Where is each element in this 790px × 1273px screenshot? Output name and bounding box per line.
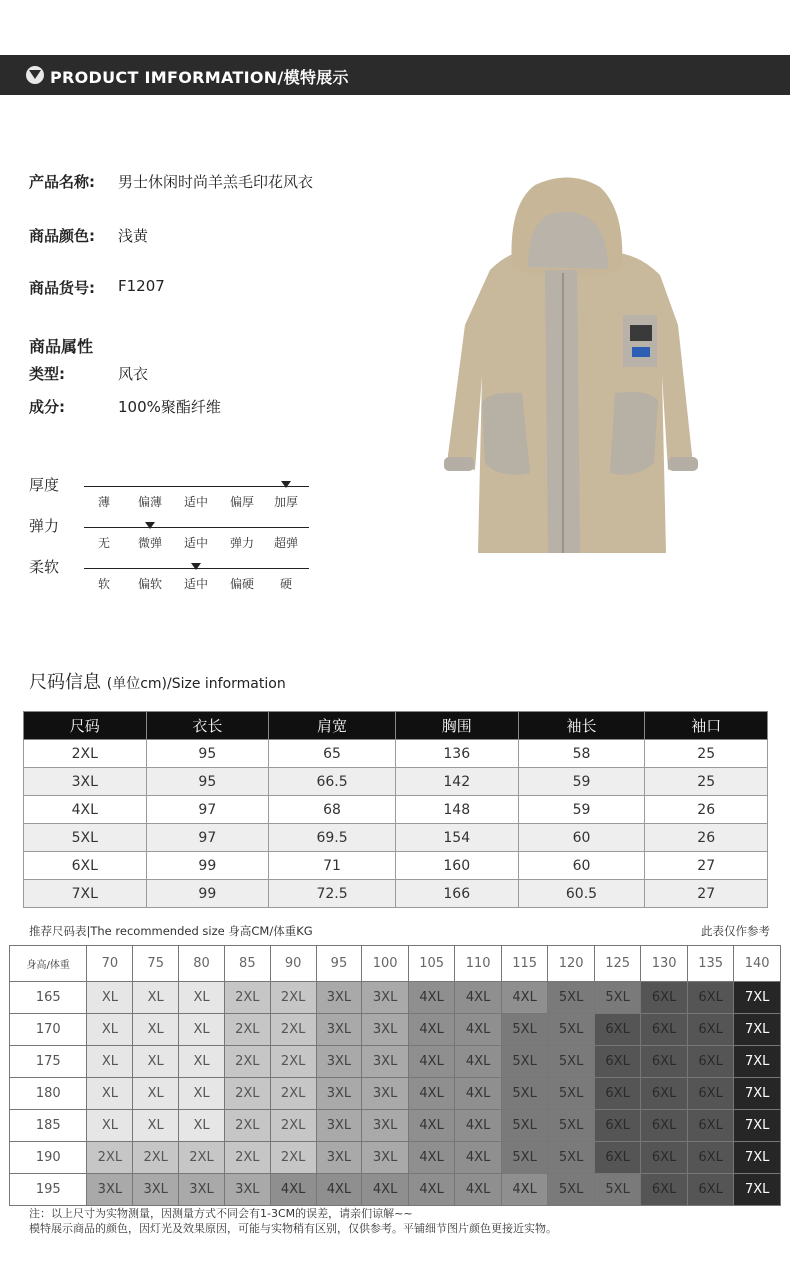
recommend-size-cell: 6XL [641, 1142, 688, 1174]
scale-label: 柔软 [29, 558, 60, 576]
scale-marker [145, 522, 155, 529]
recommend-size-cell: 4XL [408, 982, 455, 1014]
product-color-row [29, 225, 149, 246]
footnotes [29, 1206, 557, 1236]
section-banner [0, 55, 790, 95]
table-row [10, 1014, 781, 1046]
recommend-size-cell: 5XL [501, 1078, 548, 1110]
material-label: 成分: [29, 398, 65, 416]
size-cell: 97 [146, 796, 269, 824]
size-cell: 7XL [24, 880, 147, 908]
recommend-size-cell: 2XL [179, 1142, 225, 1174]
recommend-size-cell: 3XL [316, 982, 362, 1014]
scale-option: 适中 [183, 495, 208, 509]
recommend-size-cell: 2XL [270, 1046, 316, 1078]
banner-title: PRODUCT IMFORMATION/模特展示 [50, 68, 349, 87]
recommend-size-cell: XL [133, 982, 179, 1014]
material-row [29, 396, 221, 417]
size-cell: 59 [518, 768, 645, 796]
weight-header-cell: 125 [594, 946, 641, 982]
weight-header-cell: 85 [224, 946, 270, 982]
size-cell: 60 [518, 824, 645, 852]
recommend-size-cell: 2XL [270, 1078, 316, 1110]
scale-option: 软 [97, 577, 110, 591]
recommend-size-cell: 4XL [455, 1014, 502, 1046]
recommend-size-cell: 6XL [594, 1078, 641, 1110]
recommend-size-cell: 2XL [224, 982, 270, 1014]
recommend-size-cell: 3XL [87, 1174, 133, 1206]
recommend-size-cell: 2XL [224, 1110, 270, 1142]
scale-option: 适中 [183, 577, 208, 591]
scale-option: 弹力 [229, 536, 254, 550]
recommend-size-cell: 3XL [362, 1110, 409, 1142]
recommend-size-cell: 4XL [455, 1174, 502, 1206]
size-cell: 6XL [24, 852, 147, 880]
weight-header-cell: 140 [734, 946, 781, 982]
scale-option: 偏薄 [137, 495, 162, 509]
recommend-size-cell: XL [87, 1078, 133, 1110]
table-row [10, 1046, 781, 1078]
scale-option: 薄 [97, 495, 110, 509]
recommend-size-cell: 5XL [501, 1014, 548, 1046]
size-cell: 26 [645, 796, 768, 824]
recommend-size-cell: 2XL [87, 1142, 133, 1174]
size-header-cell: 袖口 [645, 712, 768, 740]
size-cell: 68 [269, 796, 396, 824]
size-cell: 71 [269, 852, 396, 880]
recommend-size-cell: XL [179, 1110, 225, 1142]
size-info-heading: 尺码信息 [29, 672, 101, 693]
weight-header-cell: 70 [87, 946, 133, 982]
chevron-down-icon [26, 66, 44, 84]
recommend-size-cell: 7XL [734, 1078, 781, 1110]
size-cell: 72.5 [269, 880, 396, 908]
recommend-size-cell: 7XL [734, 1110, 781, 1142]
recommend-size-cell: 6XL [594, 1046, 641, 1078]
table-row [24, 880, 768, 908]
recommend-size-cell: 4XL [455, 1078, 502, 1110]
recommend-size-cell: 3XL [362, 1142, 409, 1174]
recommend-size-cell: 2XL [224, 1078, 270, 1110]
recommend-size-cell: 3XL [133, 1174, 179, 1206]
footnote-1: 注：以上尺寸为实物测量，因测量方式不同会有1-3CM的误差，请亲们谅解~~ [29, 1207, 413, 1220]
weight-header-cell: 120 [548, 946, 595, 982]
recommend-size-cell: 3XL [362, 1046, 409, 1078]
footnote-2: 模特展示商品的颜色，因灯光及效果原因，可能与实物稍有区别，仅供参考。平铺细节图片颜色更接近实物。 [29, 1222, 557, 1235]
recommend-size-cell: 3XL [362, 1078, 409, 1110]
recommend-size-cell: 4XL [455, 982, 502, 1014]
recommend-size-cell: 6XL [687, 1110, 734, 1142]
scale-option: 微弹 [137, 536, 162, 550]
weight-header-cell: 80 [179, 946, 225, 982]
product-color-label: 商品颜色: [29, 227, 95, 245]
recommend-size-cell: 4XL [408, 1078, 455, 1110]
table-row [10, 1110, 781, 1142]
weight-header-cell: 130 [641, 946, 688, 982]
recommend-size-cell: 4XL [501, 1174, 548, 1206]
type-value: 风衣 [118, 365, 149, 383]
scale-marker [191, 563, 201, 570]
recommend-size-cell: XL [179, 1078, 225, 1110]
weight-header-cell: 110 [455, 946, 502, 982]
size-cell: 99 [146, 880, 269, 908]
recommend-size-cell: 2XL [270, 1014, 316, 1046]
scale-option: 超弹 [273, 536, 298, 550]
size-cell: 65 [269, 740, 396, 768]
recommend-size-cell: 3XL [362, 982, 409, 1014]
recommend-size-cell: XL [133, 1014, 179, 1046]
recommend-size-cell: 3XL [316, 1046, 362, 1078]
type-row [29, 363, 149, 384]
recommend-size-cell: 6XL [687, 1046, 734, 1078]
weight-header-cell: 135 [687, 946, 734, 982]
recommend-size-cell: 5XL [501, 1110, 548, 1142]
recommend-size-cell: 4XL [408, 1014, 455, 1046]
size-cell: 136 [395, 740, 518, 768]
weight-header-cell: 105 [408, 946, 455, 982]
recommend-size-cell: 5XL [548, 982, 595, 1014]
weight-header-cell: 95 [316, 946, 362, 982]
recommend-size-cell: 6XL [594, 1142, 641, 1174]
recommend-size-cell: XL [87, 982, 133, 1014]
recommend-size-cell: 2XL [224, 1014, 270, 1046]
recommend-size-cell: 3XL [316, 1014, 362, 1046]
recommend-size-cell: 4XL [455, 1110, 502, 1142]
recommend-size-cell: 2XL [224, 1142, 270, 1174]
size-cell: 26 [645, 824, 768, 852]
recommend-size-cell: 6XL [594, 1110, 641, 1142]
recommend-size-cell: 5XL [548, 1014, 595, 1046]
size-info-title [29, 668, 286, 694]
size-cell: 60 [518, 852, 645, 880]
recommend-size-cell: XL [133, 1110, 179, 1142]
recommend-size-cell: 4XL [408, 1174, 455, 1206]
recommend-size-cell: 2XL [224, 1046, 270, 1078]
recommend-size-cell: 3XL [362, 1014, 409, 1046]
scale-option: 偏软 [137, 577, 162, 591]
size-header-cell: 胸围 [395, 712, 518, 740]
recommend-size-cell: XL [87, 1110, 133, 1142]
recommend-table [9, 945, 781, 1206]
scale-option: 加厚 [273, 495, 298, 509]
product-name-label: 产品名称: [29, 173, 95, 191]
table-row [24, 740, 768, 768]
size-table [23, 711, 768, 908]
scale-option: 适中 [183, 536, 208, 550]
scale-marker [281, 481, 291, 488]
recommend-size-cell: 5XL [501, 1142, 548, 1174]
recommend-size-cell: 4XL [408, 1046, 455, 1078]
recommend-size-cell: 3XL [224, 1174, 270, 1206]
recommend-title: 推荐尺码表|The recommended size 身高CM/体重KG [29, 924, 313, 938]
recommend-table-header [10, 946, 781, 982]
recommend-size-cell: 7XL [734, 1174, 781, 1206]
recommend-size-cell: 4XL [501, 982, 548, 1014]
recommend-size-cell: 6XL [687, 1142, 734, 1174]
recommend-size-cell: XL [179, 1014, 225, 1046]
recommend-size-cell: 5XL [548, 1046, 595, 1078]
recommend-size-cell: 6XL [641, 1110, 688, 1142]
size-cell: 160 [395, 852, 518, 880]
recommend-size-cell: 5XL [548, 1142, 595, 1174]
recommend-size-cell: 5XL [501, 1046, 548, 1078]
scale-line [84, 527, 309, 528]
attributes-title: 商品属性 [29, 337, 94, 356]
weight-header-cell: 75 [133, 946, 179, 982]
recommend-size-cell: 5XL [548, 1174, 595, 1206]
height-cell: 185 [10, 1110, 87, 1142]
size-cell: 3XL [24, 768, 147, 796]
recommend-size-cell: XL [87, 1014, 133, 1046]
corner-cell: 身高/体重 [10, 946, 87, 982]
size-cell: 95 [146, 768, 269, 796]
recommend-size-cell: XL [133, 1046, 179, 1078]
size-cell: 25 [645, 740, 768, 768]
recommend-size-cell: 6XL [641, 1014, 688, 1046]
recommend-size-cell: 6XL [641, 1174, 688, 1206]
material-value: 100%聚酯纤维 [118, 398, 221, 416]
scale-option: 硬 [279, 577, 292, 591]
table-row [24, 824, 768, 852]
weight-header-cell: 115 [501, 946, 548, 982]
size-cell: 99 [146, 852, 269, 880]
product-name-value: 男士休闲时尚羊羔毛印花风衣 [118, 173, 314, 191]
height-cell: 190 [10, 1142, 87, 1174]
type-label: 类型: [29, 365, 65, 383]
product-name-row [29, 171, 314, 192]
size-cell: 69.5 [269, 824, 396, 852]
recommend-size-cell: 2XL [270, 982, 316, 1014]
height-cell: 170 [10, 1014, 87, 1046]
recommend-size-cell: 4XL [362, 1174, 409, 1206]
recommend-size-cell: XL [179, 982, 225, 1014]
recommend-size-cell: 6XL [641, 1046, 688, 1078]
table-row [10, 982, 781, 1014]
recommend-size-cell: 4XL [270, 1174, 316, 1206]
recommend-size-cell: 6XL [687, 1014, 734, 1046]
size-cell: 95 [146, 740, 269, 768]
recommend-size-cell: 6XL [641, 982, 688, 1014]
scale-option: 无 [97, 536, 110, 550]
size-info-unit: (单位cm)/Size information [106, 676, 286, 692]
size-cell: 27 [645, 880, 768, 908]
size-cell: 148 [395, 796, 518, 824]
recommend-size-cell: 2XL [270, 1110, 316, 1142]
scale-option: 偏厚 [229, 495, 254, 509]
recommend-size-cell: 5XL [594, 1174, 641, 1206]
recommend-size-cell: 7XL [734, 1142, 781, 1174]
recommend-size-cell: 6XL [594, 1014, 641, 1046]
size-cell: 25 [645, 768, 768, 796]
recommend-size-cell: 7XL [734, 1014, 781, 1046]
size-header-cell: 肩宽 [269, 712, 396, 740]
recommend-note: 此表仅作参考 [701, 924, 770, 938]
size-table-header [24, 712, 768, 740]
recommend-size-cell: XL [179, 1046, 225, 1078]
recommend-size-cell: 4XL [455, 1046, 502, 1078]
height-cell: 175 [10, 1046, 87, 1078]
table-row [24, 768, 768, 796]
height-cell: 180 [10, 1078, 87, 1110]
recommend-size-cell: XL [87, 1046, 133, 1078]
recommend-size-cell: 2XL [133, 1142, 179, 1174]
size-header-cell: 衣长 [146, 712, 269, 740]
table-row [10, 1078, 781, 1110]
size-cell: 97 [146, 824, 269, 852]
recommend-size-cell: 6XL [687, 1078, 734, 1110]
recommend-size-cell: 5XL [594, 982, 641, 1014]
size-cell: 166 [395, 880, 518, 908]
product-color-value: 浅黄 [118, 227, 149, 245]
table-row [10, 1174, 781, 1206]
size-header-cell: 尺码 [24, 712, 147, 740]
table-row [24, 796, 768, 824]
height-cell: 195 [10, 1174, 87, 1206]
recommend-size-cell: 6XL [687, 1174, 734, 1206]
product-sku-label: 商品货号: [29, 279, 95, 297]
coat-illustration [430, 175, 710, 560]
size-cell: 154 [395, 824, 518, 852]
recommend-size-cell: 3XL [179, 1174, 225, 1206]
recommend-size-cell: 3XL [316, 1110, 362, 1142]
recommend-size-cell: 4XL [316, 1174, 362, 1206]
size-cell: 27 [645, 852, 768, 880]
scale-line [84, 486, 309, 487]
recommend-size-cell: XL [133, 1078, 179, 1110]
recommend-size-cell: 3XL [316, 1078, 362, 1110]
recommend-size-cell: 5XL [548, 1078, 595, 1110]
recommend-size-cell: 7XL [734, 982, 781, 1014]
table-row [10, 1142, 781, 1174]
size-cell: 142 [395, 768, 518, 796]
size-cell: 60.5 [518, 880, 645, 908]
scale-option: 偏硬 [229, 577, 254, 591]
recommend-size-cell: 6XL [641, 1078, 688, 1110]
product-sku-row [29, 277, 165, 298]
recommend-size-cell: 3XL [316, 1142, 362, 1174]
table-row [24, 852, 768, 880]
scale-label: 弹力 [29, 517, 60, 535]
size-cell: 66.5 [269, 768, 396, 796]
scale-label: 厚度 [29, 476, 60, 494]
weight-header-cell: 100 [362, 946, 409, 982]
recommend-size-cell: 4XL [408, 1110, 455, 1142]
size-cell: 2XL [24, 740, 147, 768]
size-cell: 58 [518, 740, 645, 768]
recommend-size-cell: 4XL [455, 1142, 502, 1174]
recommend-size-cell: 5XL [548, 1110, 595, 1142]
size-cell: 59 [518, 796, 645, 824]
size-header-cell: 袖长 [518, 712, 645, 740]
height-cell: 165 [10, 982, 87, 1014]
weight-header-cell: 90 [270, 946, 316, 982]
recommend-size-cell: 2XL [270, 1142, 316, 1174]
recommend-size-cell: 7XL [734, 1046, 781, 1078]
product-sku-value: F1207 [118, 277, 165, 295]
recommend-size-cell: 4XL [408, 1142, 455, 1174]
size-cell: 5XL [24, 824, 147, 852]
size-cell: 4XL [24, 796, 147, 824]
recommend-size-cell: 6XL [687, 982, 734, 1014]
